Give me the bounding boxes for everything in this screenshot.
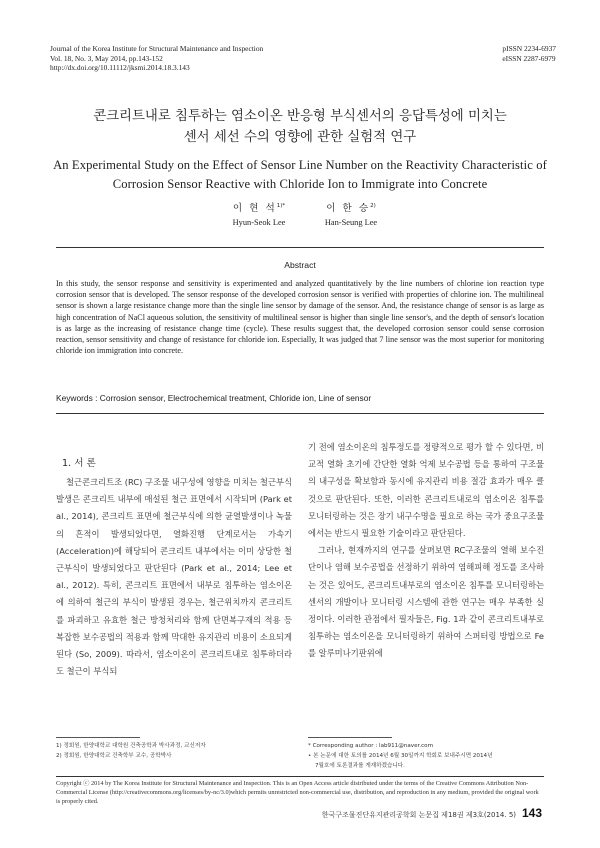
issn-block xyxy=(502,44,556,63)
right-paragraph-2: 그러나, 현재까지의 연구를 살펴보면 RC구조물의 열해 보수진단이나 염해 보수공법을 선정하기 위하여 염해피해 정도를 조사하는 것은 있어도, 콘크리트내부로의 염소이온 침투를 모니터링하는 센서의 개발이나 모니터링 시스템에 관한 연구는 매우 부족한 실정이다. 이러한 관점에서 필자들은, Fig. 1과 같이 콘크리트내부로 침투하는 염소이온을 모니터링하기 위하여 스퍼터링 방법으로 Fe를 알루미나기판위에 xyxy=(308,545,544,659)
footnote-1: 1) 정회원, 한양대학교 대학원 건축공학과 박사과정, 교신저자 xyxy=(56,743,206,749)
author-1-name-en: Hyun-Seok Lee xyxy=(232,218,286,227)
abstract-heading: Abstract xyxy=(284,260,316,270)
left-column xyxy=(56,474,292,680)
journal-name: Journal of the Korea Institute for Structural Maintenance and Inspection xyxy=(50,44,264,53)
footnote-rule-left xyxy=(56,737,140,738)
author-2-name-ko: 이 한 승 xyxy=(326,203,371,214)
right-paragraph-1: 기 전에 염소이온의 침투정도를 정량적으로 평가 할 수 있다면, 비교적 열화 초기에 간단한 열화 억제 보수공법 등을 통하여 구조물의 내구성을 확보함과 동시에 유지관리 비용 절감 효과가 매우 클 것으로 판단된다. 또한, 이러한 콘크리트내로의 염소이온 침투를 모니터링하는 것은 장기 내구수명을 필요로 하는 국가 중요구조물에서는 반드시 필요한 기술이라고 판단된다. xyxy=(308,442,544,539)
keywords-label: Keywords : xyxy=(56,393,98,403)
copyright-notice: Copyright ⓒ 2014 by The Korea Institute for Structural Maintenance and Inspection. This is an Open Access article distributed under the terms of the Creative Commons Attribution Non-Commercial License (http://creativecommons.org/licenses/by-nc/3.0)which permits unrestricted non-commercial use, distribution, and reproduction in any medium, provided the original work is properly cited. xyxy=(56,780,539,805)
english-title xyxy=(30,156,570,194)
discussion-note-line1: • 본 논문에 대한 토의를 2014년 6월 30일까지 학회로 보내주시면 2014년 xyxy=(308,753,493,759)
author-1-affiliation-mark: 1)* xyxy=(276,203,286,209)
pissn: pISSN 2234-6937 xyxy=(502,44,556,53)
eissn: eISSN 2287-6979 xyxy=(502,53,556,63)
author-1-name-ko: 이 현 석 xyxy=(232,203,277,214)
copyright-rule xyxy=(56,776,544,777)
page-number: 143 xyxy=(521,806,542,820)
korean-title xyxy=(40,106,560,148)
corresponding-author: * Corresponding author : lab911@naver.com xyxy=(308,743,434,749)
abstract-top-rule xyxy=(56,247,544,248)
doi-link[interactable]: http://dx.doi.org/10.11112/jksmi.2014.18.3.143 xyxy=(50,63,190,73)
footnote-2: 2) 정회원, 한양대학교 건축학부 교수, 공학박사 xyxy=(56,753,172,759)
discussion-note-line2: 7월호에 토론결과를 게재하겠습니다. xyxy=(315,763,405,769)
korean-title-line1: 콘크리트내로 침투하는 염소이온 반응형 부식센서의 응답특성에 미치는 xyxy=(93,109,507,124)
journal-volume: Vol. 18, No. 3, May 2014, pp.143-152 xyxy=(50,53,163,63)
footnotes-left xyxy=(56,741,292,761)
section-heading: 1. 서 론 xyxy=(62,458,96,469)
korean-title-line2: 센서 세선 수의 영향에 관한 실험적 연구 xyxy=(183,130,417,145)
author-2-affiliation-mark: 2) xyxy=(370,203,376,209)
footnotes-right xyxy=(308,741,544,771)
author-1 xyxy=(212,200,306,227)
english-title-line1: An Experimental Study on the Effect of Sensor Line Number on the Reactivity Characteristic of xyxy=(53,158,547,172)
journal-header xyxy=(50,44,263,73)
right-column xyxy=(308,439,544,663)
abstract-text: In this study, the sensor response and sensitivity is experimented and analyzed quantitatively by the line numbers of chlorine ion reaction type corrosion sensor that is developed. The sensor response of the developed corrosion sensor is verified with properties of chlorine ion. The multilineal sensor is shown a large resistance change more than the single line sensor by damage of the sensor. And, the resistance change of sensor is as large as high concentration of NaCl aqueous solution, the sensitivity of multilineal sensor is higher than single line sensor's, and the depth of sensor's location is as large as the increasing of resistance change time (cycle). These results suggest that, the developed corrosion sensor could sense corrosion reaction, sensor sensitivity and change of resistance for chloride ion. Especially, It was judged that 7 line sensor was the most superior for monitoring chloride ion immigration into concrete. xyxy=(56,279,544,356)
keywords-line xyxy=(56,393,544,403)
left-paragraph: 철근콘크리트조 (RC) 구조물 내구성에 영향을 미치는 철근부식발생은 콘크리트 내부에 매설된 철근 표면에서 시작되며 (Park et al., 2014), 콘크리트 표면에 철근부식에 의한 균열발생이나 녹물의 흔적이 발생되었다면, 열화진행 단계로서는 가속기 (Acceleration)에 해당되어 콘크리트 내부에서는 이미 상당한 철근부식이 발생되었다고 판단된다 (Park et al., 2014; Lee et al., 2012). 특히, 콘크리트 표면에서 내부로 침투하는 염소이온에 의하여 철근의 부식이 발생된 경우는, 철근위치까지 콘크리트를 파괴하고 유효한 철근 방청처리와 함께 단면복구재의 적용 등 복잡한 보수공법의 적용과 함께 막대한 유지관리 비용이 소요되게 된다 (So, 2009). 따라서, 염소이온이 콘크리트내로 침투하더라도 철근이 부식되 xyxy=(56,477,292,677)
footnote-rule-right xyxy=(308,737,392,738)
footer-journal-info: 한국구조물진단유지관리공학회 논문집 제18권 제3호(2014. 5) xyxy=(321,811,516,819)
keywords-list: Corrosion sensor, Electrochemical treatment, Chloride ion, Line of sensor xyxy=(99,393,372,403)
english-title-line2: Corrosion Sensor Reactive with Chloride Ion to Immigrate into Concrete xyxy=(112,177,488,191)
abstract-bottom-rule xyxy=(56,413,544,414)
author-2-name-en: Han-Seung Lee xyxy=(324,218,378,227)
author-2 xyxy=(306,200,396,227)
